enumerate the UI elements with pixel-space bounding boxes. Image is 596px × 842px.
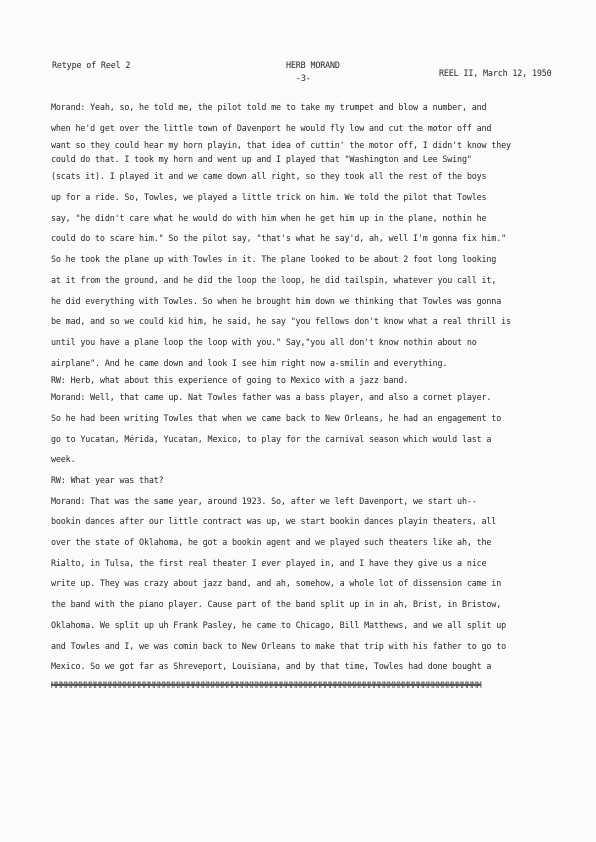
transcript-line: bookin dances after our little contract was up, we start bookin dances playin theaters, all — [51, 516, 497, 527]
transcript-line: say, "he didn't care what he would do with him when he get him up in the plane, nothin he — [51, 212, 487, 223]
transcript-line: the band with the piano player. Cause part of the band split up in in ah, Brist, in Bristow, — [51, 599, 502, 610]
transcript-line: week. — [51, 454, 76, 465]
transcript-line: up for a ride. So, Towles, we played a little trick on him. We told the pilot that Towles — [51, 192, 487, 203]
transcript-line: Mexico. So we got far as Shreveport, Louisiana, and by that time, Towles had done bought a — [51, 661, 492, 672]
transcript-line: So he took the plane up with Towles in it. The plane looked to be about 2 foot long looking — [51, 254, 497, 265]
transcript-line: until you have a plane loop the loop with you." Say,"you all don't know nothin about no — [51, 336, 477, 347]
transcript-line: airplane". And he came down and look I see him right now a-smilin and everything. — [51, 357, 448, 368]
interviewee-name: HERB MORAND — [286, 60, 340, 70]
transcript-line: be mad, and so we could kid him, he said, he say "you fellows don't know what a real thrill is — [51, 316, 511, 327]
transcript-line: RW: Herb, what about this experience of going to Mexico with a jazz band. — [51, 375, 409, 386]
transcript-line: could do that. I took my horn and went up and I played that "Washington and Lee Swing" — [51, 154, 472, 165]
transcript-line: at it from the ground, and he did the loop the loop, he did tailspin, whatever you call it, — [51, 274, 497, 285]
struck-out-line: MMMMMMMMMMMMMMMMMMMMMMMMMMMMMMMMMMMMMMMMMMMMMMMMMMMMMMMMMMMMMMMMMMMMMMMMMMMMMMMMMMMMMMMM — [51, 679, 482, 690]
transcript-line: (scats it). I played it and we came down all right, so they took all the rest of the boys — [51, 171, 487, 182]
transcript-line: over the state of Oklahoma, he got a bookin agent and we played such theaters like ah, the — [51, 537, 492, 548]
reel-label: Retype of Reel 2 — [52, 60, 131, 70]
transcript-line: Oklahoma. We split up uh Frank Pasley, he came to Chicago, Bill Matthews, and we all split up — [51, 619, 506, 630]
transcript-line: and Towles and I, we was comin back to New Orleans to make that trip with his father to go to — [51, 640, 506, 651]
transcript-line: want so they could hear my horn playin, that idea of cuttin' the motor off, I didn't know they — [51, 140, 511, 151]
reel-date: REEL II, March 12, 1950 — [439, 68, 552, 78]
transcript-body — [51, 97, 581, 693]
transcript-line: RW: What year was that? — [51, 475, 164, 485]
transcript-line: when he'd get over the little town of Davenport he would fly low and cut the motor off and — [51, 122, 492, 133]
transcript-line: Rialto, in Tulsa, the first real theater I ever played in, and I have they give us a nice — [51, 557, 487, 568]
transcript-line: could do to scare him." So the pilot say, "that's what he say'd, ah, well I'm gonna fix him." — [51, 233, 506, 244]
transcript-line: he did everything with Towles. So when he brought him down we thinking that Towles was gonna — [51, 295, 502, 306]
transcript-line: Morand: That was the same year, around 1923. So, after we left Davenport, we start uh-- — [51, 495, 477, 506]
transcript-line: write up. They was crazy about jazz band, and ah, somehow, a whole lot of dissension came in — [51, 578, 502, 589]
transcript-line: So he had been writing Towles that when we came back to New Orleans, he had an engagement to — [51, 412, 502, 423]
transcript-line: go to Yucatan, Mérida, Yucatan, Mexico, to play for the carnival season which would last a — [51, 433, 492, 444]
page-number: -3- — [296, 73, 311, 83]
transcript-line: Morand: Yeah, so, he told me, the pilot told me to take my trumpet and blow a number, and — [51, 102, 487, 112]
transcript-line: Morand: Well, that came up. Nat Towles father was a bass player, and also a cornet player. — [51, 392, 492, 403]
